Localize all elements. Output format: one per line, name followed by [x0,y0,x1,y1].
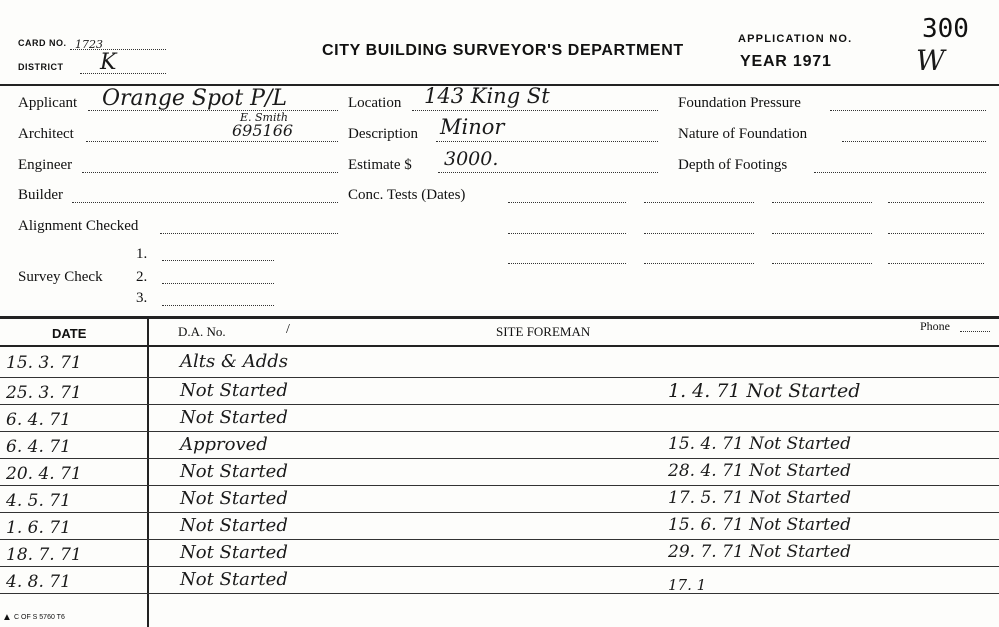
table-header-border [0,345,999,347]
conc-line [508,202,626,203]
architect-line [86,141,338,142]
row-entry: Not Started [180,407,288,428]
row-date: 20. 4. 71 [6,464,82,484]
row-entry: Alts & Adds [180,351,288,372]
row-date: 25. 3. 71 [6,383,82,403]
district-value: K [100,50,117,75]
conc-line [644,233,754,234]
row-rule [0,404,999,405]
row-rule [0,485,999,486]
corner-triangle-icon: ▲ [2,612,12,623]
conc-line [508,233,626,234]
conc-line [888,202,984,203]
description-label: Description [348,126,418,142]
foundation-pressure-line [830,110,986,111]
page-title: CITY BUILDING SURVEYOR'S DEPARTMENT [322,42,684,59]
nature-foundation-line [842,141,986,142]
row-entry: Approved [180,434,268,455]
location-line [412,110,658,111]
conc-line [888,233,984,234]
survey-3-line [162,305,274,306]
estimate-line [438,172,658,173]
architect-label: Architect [18,126,74,142]
da-slash: / [286,322,290,337]
conc-line [508,263,626,264]
row-date: 4. 5. 71 [6,491,71,511]
row-followup: 29. 7. 71 Not Started [668,542,851,562]
applicant-value: Orange Spot P/L [102,86,287,111]
row-rule [0,431,999,432]
row-rule [0,512,999,513]
conc-line [644,202,754,203]
row-rule [0,593,999,594]
estimate-label: Estimate $ [348,157,412,173]
survey-2-line [162,283,274,284]
row-rule [0,377,999,378]
date-header: DATE [52,326,87,341]
conc-line [888,263,984,264]
row-followup: 1. 4. 71 Not Started [668,380,861,402]
phone-line [960,331,990,332]
row-rule [0,539,999,540]
date-column-divider [147,316,149,627]
location-value: 143 King St [424,84,550,108]
nature-foundation-label: Nature of Foundation [678,126,808,142]
row-date: 6. 4. 71 [6,410,71,430]
row-entry: Not Started [180,380,288,401]
row-entry: Not Started [180,488,288,509]
card-no-value: 1723 [75,38,103,51]
alignment-label: Alignment Checked [18,218,139,234]
row-date: 1. 6. 71 [6,518,71,538]
survey-1-label: 1. [136,246,148,262]
row-date: 6. 4. 71 [6,437,71,457]
applicant-label: Applicant [18,95,78,111]
survey-label: Survey Check [18,269,103,285]
conc-tests-label: Conc. Tests (Dates) [348,187,466,203]
row-entry: Not Started [180,542,288,563]
district-label: DISTRICT [18,62,64,72]
row-entry: Not Started [180,569,288,590]
conc-line [772,233,872,234]
survey-1-line [162,260,274,261]
row-rule [0,458,999,459]
card-no-label: CARD NO. [18,38,67,48]
application-label: APPLICATION NO. [738,33,853,45]
description-value: Minor [440,115,505,139]
builder-line [72,202,338,203]
row-followup: 15. 4. 71 Not Started [668,434,851,454]
estimate-value: 3000. [444,148,499,170]
card-no-line [70,49,166,50]
application-number: 300 [922,14,969,44]
year-label: YEAR 1971 [740,53,832,70]
alignment-line [160,233,338,234]
survey-3-label: 3. [136,290,148,306]
row-date: 15. 3. 71 [6,353,82,373]
form-code: C OF S 5760 T6 [14,614,65,621]
phone-header: Phone [920,319,950,333]
depth-footings-label: Depth of Footings [678,157,788,173]
row-entry: Not Started [180,515,288,536]
row-date: 4. 8. 71 [6,572,71,592]
row-followup: 17. 5. 71 Not Started [668,488,851,508]
conc-line [644,263,754,264]
row-followup: 17. 1 [668,576,707,594]
foundation-pressure-label: Foundation Pressure [678,95,801,111]
survey-2-label: 2. [136,269,148,285]
applicant-note-1: E. Smith [240,111,289,124]
row-date: 18. 7. 71 [6,545,82,565]
row-rule [0,566,999,567]
application-mark: W [916,44,945,77]
row-followup: 28. 4. 71 Not Started [668,461,851,481]
engineer-line [82,172,338,173]
da-header: D.A. No. [178,324,226,339]
depth-footings-line [814,172,986,173]
row-entry: Not Started [180,461,288,482]
table-top-border [0,316,999,319]
description-line [436,141,658,142]
conc-line [772,263,872,264]
conc-line [772,202,872,203]
row-followup: 15. 6. 71 Not Started [668,515,851,535]
builder-label: Builder [18,187,63,203]
engineer-label: Engineer [18,157,73,173]
district-line [80,73,166,74]
applicant-note-2: 695166 [232,121,294,140]
location-label: Location [348,95,402,111]
site-foreman-header: SITE FOREMAN [496,324,591,339]
